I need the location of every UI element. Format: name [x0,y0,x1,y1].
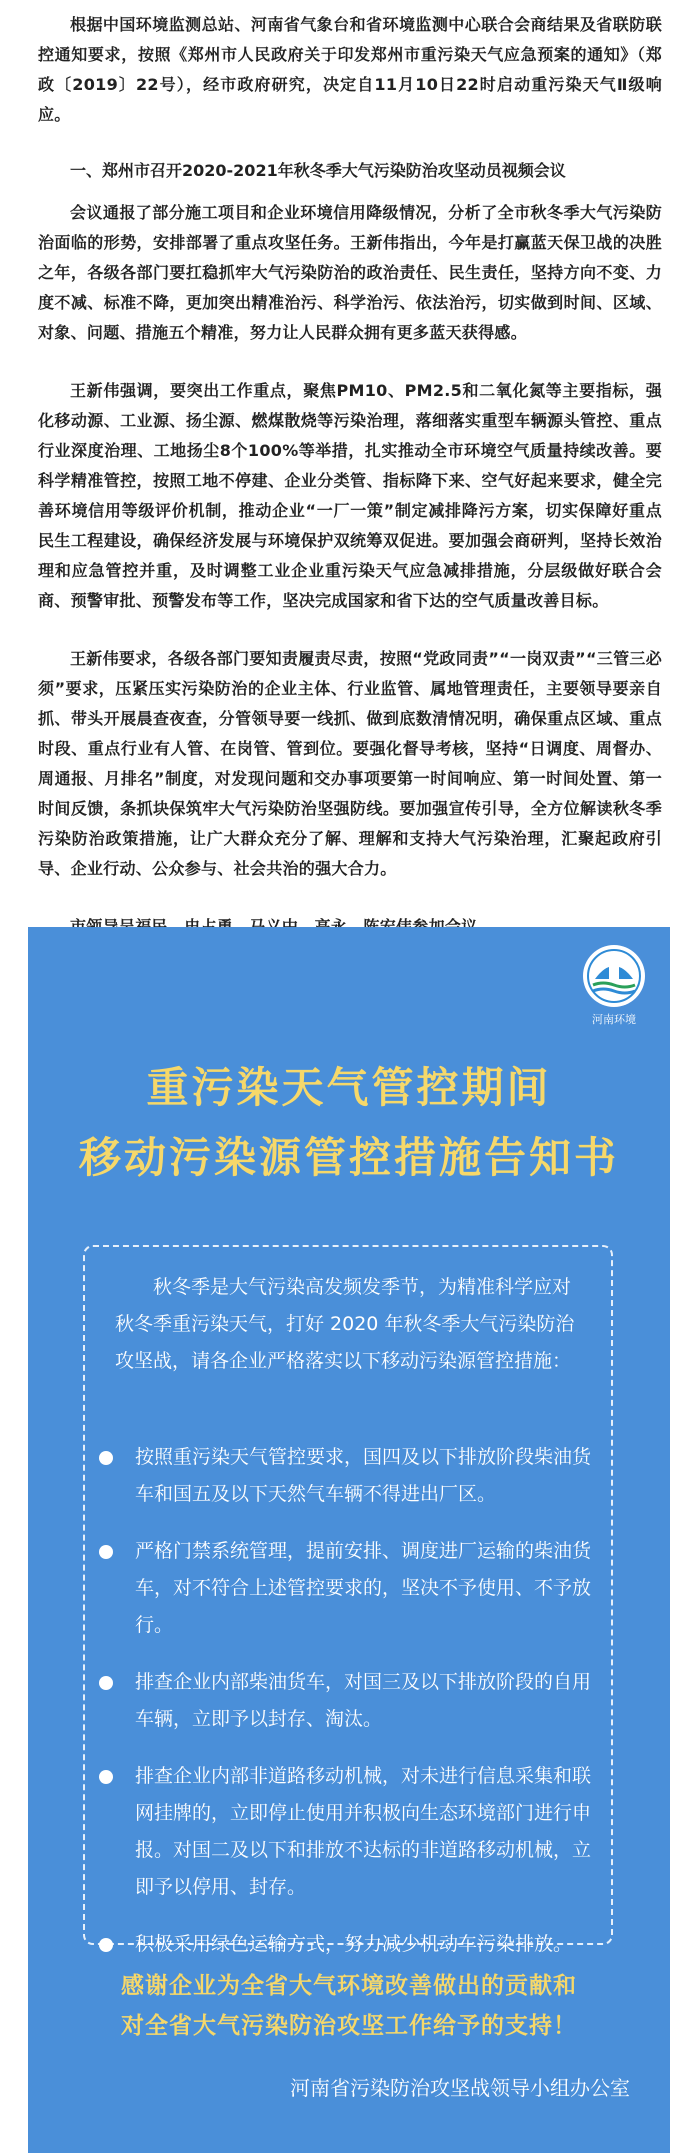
article [0,0,700,1000]
list-item-text: 积极采用绿色运输方式，努力减少机动车污染排放。 [135,1933,573,1955]
henan-environment-logo-icon [581,943,647,1009]
bullet-dot-icon [99,1676,113,1690]
list-item-text: 排查企业内部非道路移动机械，对未进行信息采集和联网挂牌的，立即停止使用并积极向生态环境部门进行申报。对国二及以下和排放不达标的非道路移动机械，立即予以停用、封存。 [135,1765,592,1898]
list-item [99,1758,599,1906]
bullet-dot-icon [99,1938,113,1952]
notice-poster [28,927,670,2153]
paragraph-emphasis: 王新伟强调，要突出工作重点，聚焦PM10、PM2.5和二氧化氮等主要指标，强化移动源、工业源、扬尘源、燃煤散烧等污染治理，落细落实重型车辆源头管控、重点行业深度治理、工地扬尘8个100%等举措，扎实推动全市环境空气质量持续改善。要科学精准管控，按照工地不停建、企业分类管、指标降下来、空气好起来要求，健全完善环境信用等级评价机制，推动企业“一厂一策”制定减排降污方案，切实保障好重点民生工程建设，确保经济发展与环境保护双统筹双促进。要加强会商研判，坚持长效治理和应急管控并重，及时调整工业企业重污染天气应急减排措施，分层级做好联合会商、预警审批、预警发布等工作，坚决完成国家和省下达的空气质量改善目标。 [38,381,662,610]
list-item [99,1926,599,1963]
list-item-text: 按照重污染天气管控要求，国四及以下排放阶段柴油货车和国五及以下天然气车辆不得进出厂区。 [135,1446,592,1505]
signature: 河南省污染防治攻坚战领导小组办公室 [290,2076,630,2100]
paragraph-requirements: 王新伟要求，各级各部门要知责履责尽责，按照“党政同责”“一岗双责”“三管三必须”要求，压紧压实污染防治的企业主体、行业监管、属地管理责任，主要领导要亲自抓、带头开展晨查夜查，分管领导要一线抓、做到底数清情况明，确保重点区域、重点时段、重点行业有人管、在岗管、管到位。要强化督导考核，坚持“日调度、周督办、周通报、月排名”制度，对发现问题和交办事项要第一时间响应、第一时间处置、第一时间反馈，条抓块保筑牢大气污染防治坚强防线。要加强宣传引导，全方位解读秋冬季污染防治政策措施，让广大群众充分了解、理解和支持大气污染治理，汇聚起政府引导、企业行动、公众参与、社会共治的强大合力。 [38,649,662,878]
logo-text: 河南环境 [592,1013,636,1026]
section-heading-1: 一、郑州市召开2020-2021年秋冬季大气污染防治攻坚动员视频会议 [70,161,566,180]
paragraph-intro: 根据中国环境监测总站、河南省气象台和省环境监测中心联合会商结果及省联防联控通知要求，按照《郑州市人民政府关于印发郑州市重污染天气应急预案的通知》（郑政〔2019〕22号），经市政府研究，决定自11月10日22时启动重污染天气Ⅱ级响应。 [38,15,662,124]
notice-intro: 秋冬季是大气污染高发频发季节，为精准科学应对秋冬季重污染天气，打好 2020 年秋冬季大气污染防治攻坚战，请各企业严格落实以下移动污染源管控措施： [115,1276,575,1372]
list-item-text: 排查企业内部柴油货车，对国三及以下排放阶段的自用车辆，立即予以封存、淘汰。 [135,1671,592,1730]
notice-box [83,1245,613,1955]
thanks-line1: 感谢企业为全省大气环境改善做出的贡献和 [121,1973,577,1999]
thanks-line2: 对全省大气污染防治攻坚工作给予的支持！ [121,2013,577,2039]
measure-list [99,1439,599,1983]
list-item [99,1439,599,1513]
list-item [99,1664,599,1738]
poster-title-line2: 移动污染源管控措施告知书 [78,1133,619,1182]
logo [576,943,652,1027]
bullet-dot-icon [99,1545,113,1559]
list-item [99,1533,599,1644]
bullet-dot-icon [99,1451,113,1465]
bullet-dot-icon [99,1770,113,1784]
paragraph-meeting-summary: 会议通报了部分施工项目和企业环境信用降级情况，分析了全市秋冬季大气污染防治面临的形势，安排部署了重点攻坚任务。王新伟指出，今年是打赢蓝天保卫战的决胜之年，各级各部门要扛稳抓牢大气污染防治的政治责任、民生责任，坚持方向不变、力度不减、标准不降，更加突出精准治污、科学治污、依法治污，切实做到时间、区域、对象、问题、措施五个精准，努力让人民群众拥有更多蓝天获得感。 [38,203,662,342]
poster-title-line1: 重污染天气管控期间 [146,1063,552,1112]
list-item-text: 严格门禁系统管理，提前安排、调度进厂运输的柴油货车，对不符合上述管控要求的，坚决不予使用、不予放行。 [135,1540,592,1636]
